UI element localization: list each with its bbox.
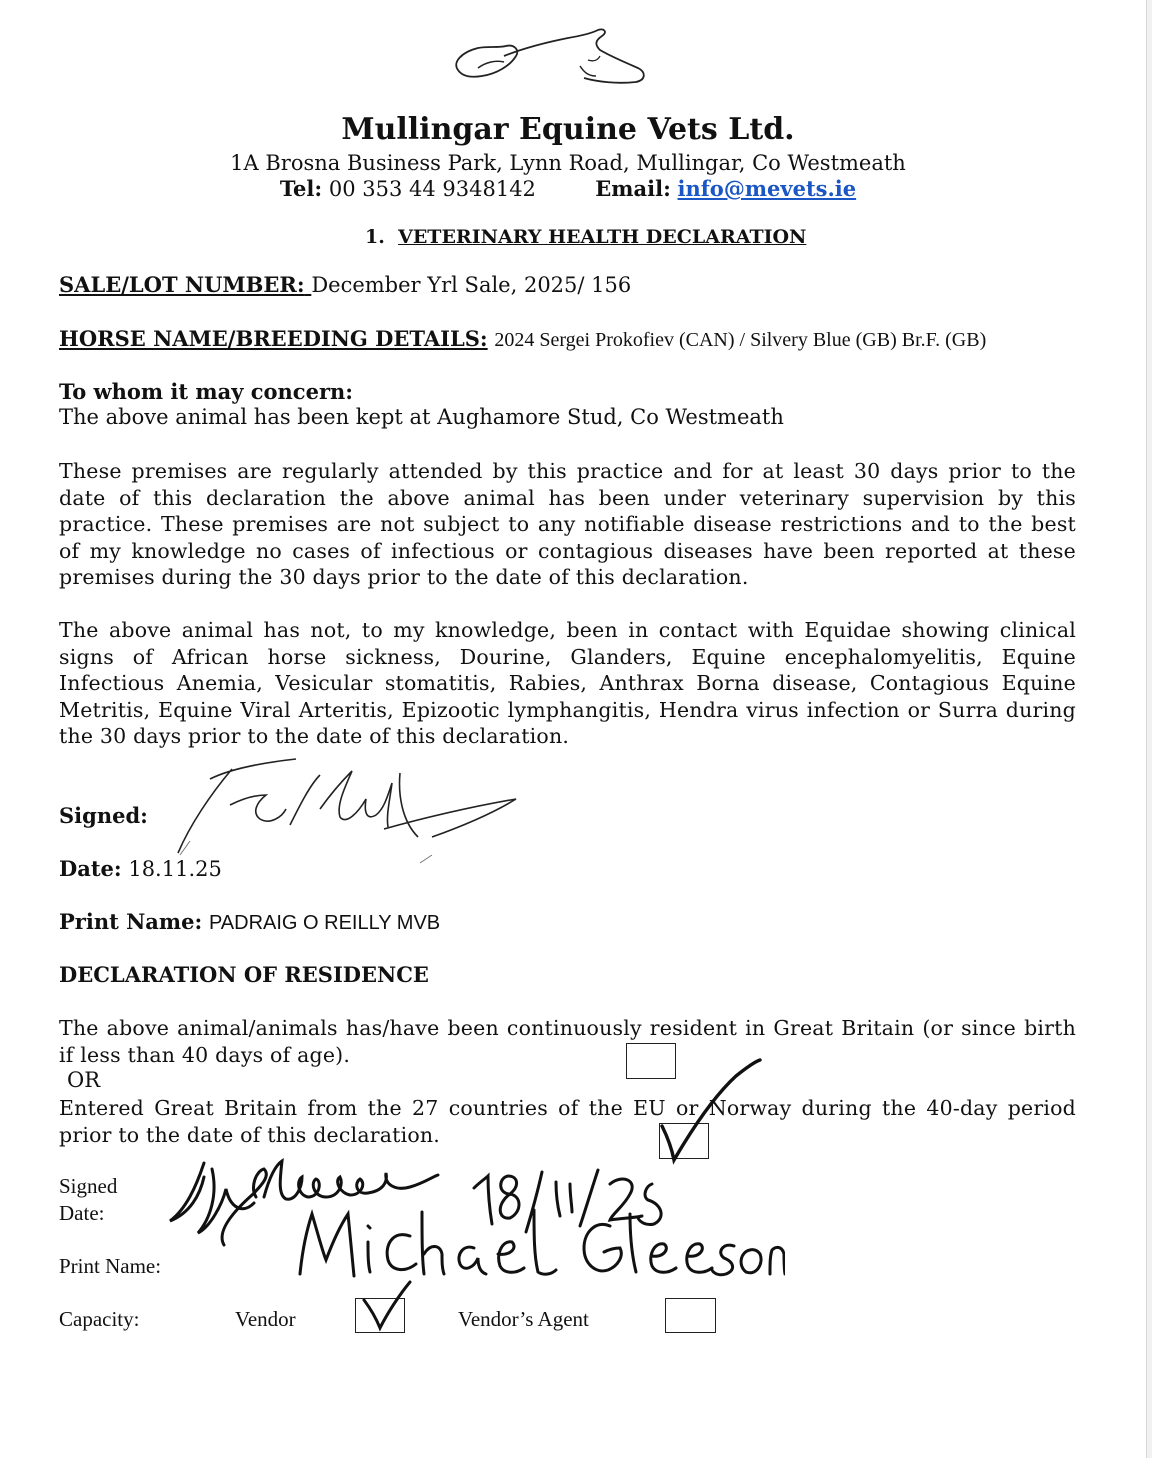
or-label: OR xyxy=(67,1068,101,1092)
vet-print-name-label: Print Name: xyxy=(59,909,203,934)
option-2-checkmark xyxy=(650,1056,770,1166)
sale-lot-line xyxy=(59,272,631,297)
vendor-date-label: Date: xyxy=(59,1201,105,1225)
sale-lot-value: December Yrl Sale, 2025/ 156 xyxy=(311,273,632,297)
company-address: 1A Brosna Business Park, Lynn Road, Mullingar, Co Westmeath xyxy=(230,151,906,175)
residence-heading: DECLARATION OF RESIDENCE xyxy=(59,962,429,987)
supervision-paragraph: These premises are regularly attended by this practice and for at least 30 days prior to the date of this declaration the above animal has been under veterinary supervision by this practice. These premises are not subject to any notifiable disease restrictions and to the best of my knowledge no cases of infectious or contagious diseases have been reported at these premises during the 30 days prior to the date of this declaration. xyxy=(59,459,1076,589)
horse-details-label: HORSE NAME/BREEDING DETAILS: xyxy=(59,326,488,351)
kept-at-text: The above animal has been kept at Aughamore Stud, Co Westmeath xyxy=(59,405,784,429)
capacity-label: Capacity: xyxy=(59,1307,140,1331)
vet-date-value: 18.11.25 xyxy=(128,857,222,881)
vendor-checkmark xyxy=(358,1278,414,1334)
horse-head-logo-icon xyxy=(448,26,658,90)
email-label: Email: xyxy=(595,176,671,201)
to-whom-heading: To whom it may concern: xyxy=(59,379,354,404)
horse-details-line xyxy=(59,326,986,352)
vet-date-line xyxy=(59,856,222,881)
contact-paragraph: The above animal has not, to my knowledge, been in contact with Equidae showing clinical signs of African horse sickness, Dourine, Glanders, Equine encephalomyelitis, Equine Infectious Anemia, Vesicular stomatitis, Rabies, Anthrax Borna disease, Contagious Equine Metritis, Equine Viral Arteritis, Epizootic lymphangitis, Hendra virus infection or Surra during the 30 days prior to the date of this declaration. xyxy=(59,618,1076,748)
horse-details-value: 2024 Sergei Prokofiev (CAN) / Silvery Blue (GB) Br.F. (GB) xyxy=(494,329,987,351)
vet-date-label: Date: xyxy=(59,856,122,881)
tel-value: 00 353 44 9348142 xyxy=(328,177,536,201)
vendor-signed-label: Signed xyxy=(59,1174,118,1198)
vendor-agent-option-label: Vendor’s Agent xyxy=(458,1307,589,1331)
vet-signature xyxy=(170,755,520,870)
residence-option-2: Entered Great Britain from the 27 countries of the EU or Norway during the 40-day period prior to the date of this declaration. xyxy=(59,1096,1076,1147)
vendor-print-name-label: Print Name: xyxy=(59,1254,162,1278)
sale-lot-label: SALE/LOT NUMBER: xyxy=(59,272,305,297)
vendor-handwritten-name xyxy=(290,1200,785,1285)
signed-label: Signed: xyxy=(59,803,148,828)
declaration-heading xyxy=(365,226,806,248)
contact-line xyxy=(0,176,1136,201)
vendor-option-label: Vendor xyxy=(235,1307,296,1331)
company-name: Mullingar Equine Vets Ltd. xyxy=(341,112,795,147)
tel-label: Tel: xyxy=(279,176,323,201)
vendor-agent-checkbox[interactable] xyxy=(665,1298,716,1333)
heading-title: VETERINARY HEALTH DECLARATION xyxy=(398,226,807,248)
heading-number: 1. xyxy=(365,226,385,248)
email-link[interactable]: info@mevets.ie xyxy=(677,176,857,201)
vet-print-name-line xyxy=(59,909,440,935)
residence-option-1: The above animal/animals has/have been continuously resident in Great Britain (or since birth if less than 40 days of age). xyxy=(59,1016,1076,1067)
vet-print-name-value: PADRAIG O REILLY MVB xyxy=(208,912,441,934)
